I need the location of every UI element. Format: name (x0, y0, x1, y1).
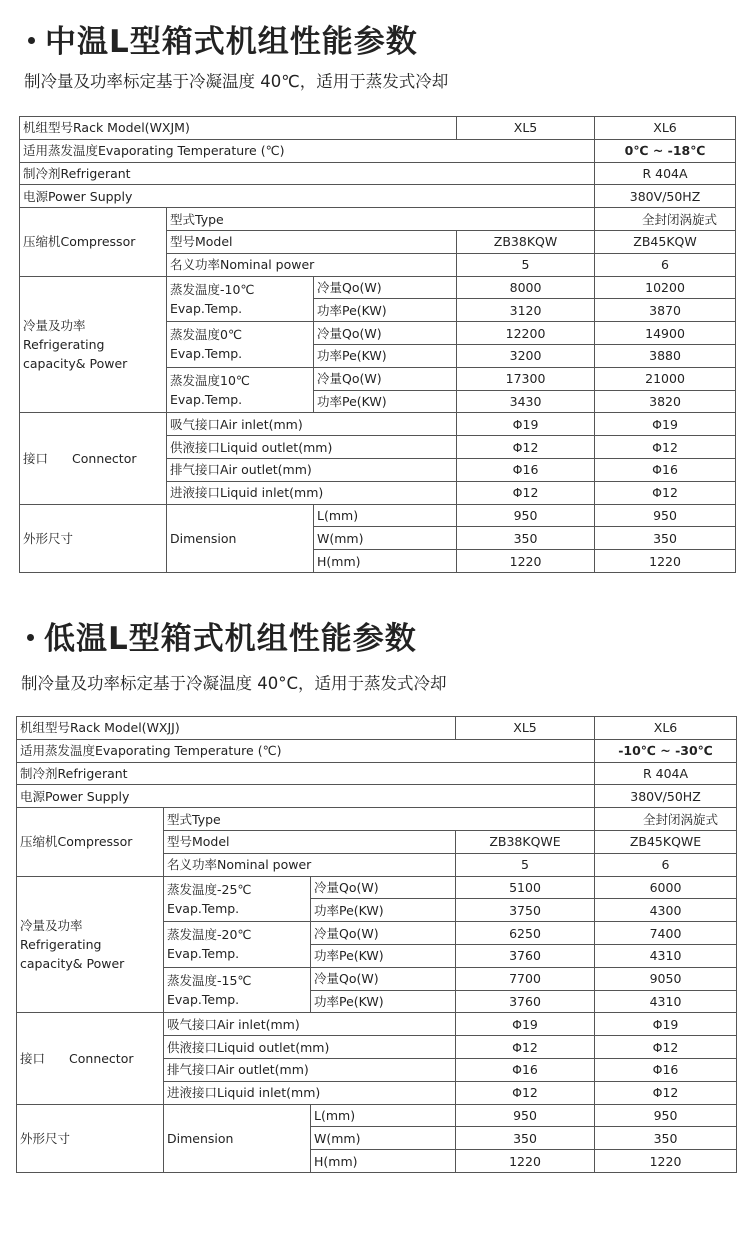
type-value: 全封闭涡旋式 (595, 808, 737, 831)
power-supply-label: 电源Power Supply (17, 785, 595, 808)
spec-table (16, 716, 737, 1173)
qo-value: 10200 (595, 276, 736, 299)
table-row (20, 139, 736, 162)
pe-value: 4300 (595, 899, 737, 922)
pe-value: 3870 (595, 299, 736, 322)
dimension-value: 1220 (456, 1150, 595, 1173)
evap-temp-group: 蒸发温度-25℃ Evap.Temp. (164, 876, 311, 922)
nominal-power-value: 6 (595, 853, 737, 876)
qo-label: 冷量Qo(W) (314, 322, 457, 345)
qo-value: 21000 (595, 367, 736, 390)
dimension-item-label: W(mm) (314, 527, 457, 550)
pe-label: 功率Pe(KW) (311, 944, 456, 967)
qo-value: 7700 (456, 967, 595, 990)
dimension-item-label: H(mm) (311, 1150, 456, 1173)
evap-temp-group: 蒸发温度-15℃ Evap.Temp. (164, 967, 311, 1013)
qo-value: 9050 (595, 967, 737, 990)
table-row (20, 117, 736, 140)
model-value: ZB38KQWE (456, 830, 595, 853)
pe-label: 功率Pe(KW) (314, 390, 457, 413)
connector-value: Φ16 (595, 1058, 737, 1081)
model-header-xl5: XL5 (457, 117, 595, 140)
dimension-value: 350 (595, 1127, 737, 1150)
qo-label: 冷量Qo(W) (311, 967, 456, 990)
dimension-value: 1220 (595, 1150, 737, 1173)
section-title: 中温L型箱式机组性能参数 (28, 16, 418, 61)
qo-value: 6250 (456, 922, 595, 945)
connector-value: Φ12 (457, 436, 595, 459)
model-header-xl6: XL6 (595, 717, 737, 740)
nominal-power-label: 名义功率Nominal power (167, 253, 457, 276)
spec-table (19, 116, 736, 573)
dimension-item-label: L(mm) (314, 504, 457, 527)
qo-value: 5100 (456, 876, 595, 899)
table-row (20, 413, 736, 436)
connector-label: 接口 Connector (17, 1013, 164, 1104)
evap-temp-group: 蒸发温度-20℃ Evap.Temp. (164, 922, 311, 968)
nominal-power-value: 6 (595, 253, 736, 276)
connector-value: Φ12 (456, 1036, 595, 1059)
dimension-value: 950 (595, 1104, 737, 1127)
qo-value: 12200 (457, 322, 595, 345)
qo-value: 8000 (457, 276, 595, 299)
type-label: 型式Type (167, 208, 595, 231)
qo-label: 冷量Qo(W) (314, 367, 457, 390)
connector-item-label: 进液接口Liquid inlet(mm) (167, 481, 457, 504)
pe-value: 3750 (456, 899, 595, 922)
connector-value: Φ19 (595, 1013, 737, 1036)
refrigerant-label: 制冷剂Refrigerant (17, 762, 595, 785)
connector-value: Φ16 (456, 1058, 595, 1081)
pe-value: 3820 (595, 390, 736, 413)
qo-label: 冷量Qo(W) (311, 876, 456, 899)
table-row (20, 162, 736, 185)
refrigerant-value: R 404A (595, 762, 737, 785)
power-supply-label: 电源Power Supply (20, 185, 595, 208)
pe-label: 功率Pe(KW) (314, 344, 457, 367)
refrigerant-value: R 404A (595, 162, 736, 185)
qo-value: 17300 (457, 367, 595, 390)
dimension-label-en: Dimension (167, 504, 314, 572)
connector-value: Φ12 (456, 1081, 595, 1104)
connector-value: Φ12 (595, 1036, 737, 1059)
rack-model-label: 机组型号Rack Model(WXJM) (20, 117, 457, 140)
qo-value: 6000 (595, 876, 737, 899)
model-header-xl6: XL6 (595, 117, 736, 140)
pe-value: 3430 (457, 390, 595, 413)
connector-value: Φ16 (457, 458, 595, 481)
connector-value: Φ12 (595, 436, 736, 459)
connector-value: Φ12 (457, 481, 595, 504)
section-title: 低温L型箱式机组性能参数 (27, 613, 417, 658)
evap-temp-group: 蒸发温度0℃ Evap.Temp. (167, 322, 314, 368)
connector-item-label: 供液接口Liquid outlet(mm) (167, 436, 457, 459)
table-row (17, 785, 737, 808)
pe-value: 3200 (457, 344, 595, 367)
bullet-dot-icon (28, 37, 35, 44)
evap-temp-group: 蒸发温度-10℃ Evap.Temp. (167, 276, 314, 322)
table-row (17, 717, 737, 740)
pe-label: 功率Pe(KW) (311, 990, 456, 1013)
model-value: ZB45KQWE (595, 830, 737, 853)
qo-label: 冷量Qo(W) (314, 276, 457, 299)
evap-temp-label: 适用蒸发温度Evaporating Temperature (℃) (17, 739, 595, 762)
connector-item-label: 供液接口Liquid outlet(mm) (164, 1036, 456, 1059)
model-label: 型号Model (164, 830, 456, 853)
connector-item-label: 排气接口Air outlet(mm) (164, 1058, 456, 1081)
dimension-value: 350 (595, 527, 736, 550)
table-row (20, 208, 736, 231)
dimension-value: 350 (456, 1127, 595, 1150)
connector-item-label: 进液接口Liquid inlet(mm) (164, 1081, 456, 1104)
dimension-value: 1220 (595, 550, 736, 573)
connector-label: 接口 Connector (20, 413, 167, 504)
model-value: ZB38KQW (457, 230, 595, 253)
bullet-dot-icon (27, 634, 34, 641)
dimension-value: 350 (457, 527, 595, 550)
connector-value: Φ19 (595, 413, 736, 436)
dimension-item-label: H(mm) (314, 550, 457, 573)
type-label: 型式Type (164, 808, 595, 831)
dimension-item-label: W(mm) (311, 1127, 456, 1150)
pe-label: 功率Pe(KW) (311, 899, 456, 922)
qo-label: 冷量Qo(W) (311, 922, 456, 945)
capacity-label: 冷量及功率 Refrigerating capacity& Power (17, 876, 164, 1013)
connector-value: Φ12 (595, 481, 736, 504)
connector-item-label: 排气接口Air outlet(mm) (167, 458, 457, 481)
qo-value: 7400 (595, 922, 737, 945)
dimension-value: 950 (456, 1104, 595, 1127)
pe-value: 3760 (456, 990, 595, 1013)
dimension-label-cn: 外形尺寸 (17, 1104, 164, 1172)
power-supply-value: 380V/50HZ (595, 185, 736, 208)
capacity-label: 冷量及功率 Refrigerating capacity& Power (20, 276, 167, 413)
evap-temp-value: -10℃ ~ -30℃ (595, 739, 737, 762)
pe-value: 4310 (595, 990, 737, 1013)
dimension-value: 1220 (457, 550, 595, 573)
connector-item-label: 吸气接口Air inlet(mm) (167, 413, 457, 436)
pe-value: 3880 (595, 344, 736, 367)
pe-value: 4310 (595, 944, 737, 967)
dimension-item-label: L(mm) (311, 1104, 456, 1127)
dimension-value: 950 (457, 504, 595, 527)
pe-value: 3120 (457, 299, 595, 322)
evap-temp-value: 0℃ ~ -18℃ (595, 139, 736, 162)
type-value: 全封闭涡旋式 (595, 208, 736, 231)
table-row (20, 504, 736, 527)
table-row (20, 185, 736, 208)
section-subtitle: 制冷量及功率标定基于冷凝温度 40°C，适用于蒸发式冷却 (21, 674, 447, 693)
power-supply-value: 380V/50HZ (595, 785, 737, 808)
table-row (17, 1013, 737, 1036)
table-row (17, 1104, 737, 1127)
dimension-label-en: Dimension (164, 1104, 311, 1172)
qo-value: 14900 (595, 322, 736, 345)
connector-value: Φ19 (457, 413, 595, 436)
table-row (17, 808, 737, 831)
model-label: 型号Model (167, 230, 457, 253)
connector-value: Φ16 (595, 458, 736, 481)
nominal-power-value: 5 (456, 853, 595, 876)
model-value: ZB45KQW (595, 230, 736, 253)
nominal-power-label: 名义功率Nominal power (164, 853, 456, 876)
pe-label: 功率Pe(KW) (314, 299, 457, 322)
connector-value: Φ12 (595, 1081, 737, 1104)
nominal-power-value: 5 (457, 253, 595, 276)
table-row (20, 276, 736, 299)
pe-value: 3760 (456, 944, 595, 967)
refrigerant-label: 制冷剂Refrigerant (20, 162, 595, 185)
evap-temp-label: 适用蒸发温度Evaporating Temperature (℃) (20, 139, 595, 162)
model-header-xl5: XL5 (456, 717, 595, 740)
evap-temp-group: 蒸发温度10℃ Evap.Temp. (167, 367, 314, 413)
compressor-label: 压缩机Compressor (20, 208, 167, 276)
table-row (17, 876, 737, 899)
compressor-label: 压缩机Compressor (17, 808, 164, 876)
table-row (17, 762, 737, 785)
section-subtitle: 制冷量及功率标定基于冷凝温度 40℃，适用于蒸发式冷却 (24, 72, 449, 91)
dimension-value: 950 (595, 504, 736, 527)
connector-item-label: 吸气接口Air inlet(mm) (164, 1013, 456, 1036)
table-row (17, 739, 737, 762)
dimension-label-cn: 外形尺寸 (20, 504, 167, 572)
connector-value: Φ19 (456, 1013, 595, 1036)
rack-model-label: 机组型号Rack Model(WXJJ) (17, 717, 456, 740)
